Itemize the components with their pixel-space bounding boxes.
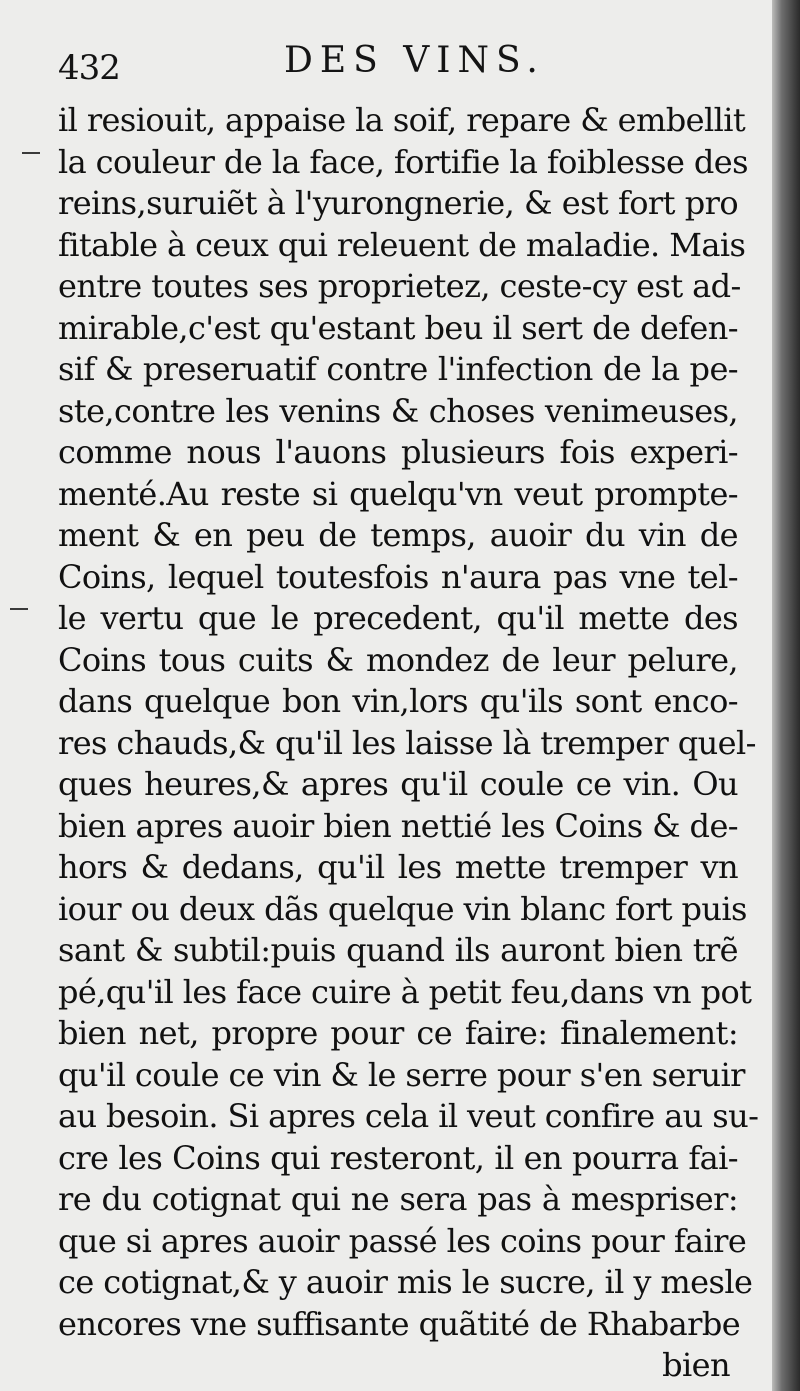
text-line: au besoin. Si apres cela il veut confire au su- xyxy=(58,1097,759,1135)
running-title: DES VINS. xyxy=(284,40,545,81)
text-line: re du cotignat qui ne sera pas à mespriser: xyxy=(58,1180,738,1218)
text-line: sif & preseruatif contre l'infection de la pe- xyxy=(58,350,738,388)
text-line: iour ou deux dãs quelque vin blanc fort puis xyxy=(58,889,747,928)
text-line: que si apres auoir passé les coins pour faire xyxy=(58,1221,747,1260)
text-line: fitable à ceux qui releuent de maladie. Mais xyxy=(58,225,746,264)
text-line: pé,qu'il les face cuire à petit feu,dans vn pot xyxy=(58,972,752,1011)
book-gutter xyxy=(772,0,800,1391)
text-line: menté.Au reste si quelqu'vn veut prompte- xyxy=(58,474,738,513)
text-line: sant & subtil:puis quand ils auront bien trẽ xyxy=(58,931,738,969)
text-line: mirable,c'est qu'estant beu il sert de defen- xyxy=(58,308,738,347)
margin-mark xyxy=(22,152,40,154)
text-line: bien apres auoir bien nettié les Coins & de- xyxy=(58,806,738,845)
running-head xyxy=(58,40,748,90)
text-line: hors & dedans, qu'il les mette tremper vn xyxy=(58,848,738,886)
text-line: le vertu que le precedent, qu'il mette des xyxy=(58,599,738,637)
text-line: reins,suruiẽt à l'yurongnerie, & est fort pro xyxy=(58,184,738,222)
text-line: Coins tous cuits & mondez de leur pelure, xyxy=(58,640,738,679)
text-line: la couleur de la face, fortifie la foiblesse des xyxy=(58,142,748,181)
catchword: bien xyxy=(662,1346,730,1384)
text-line: qu'il coule ce vin & le serre pour s'en seruir xyxy=(58,1055,745,1094)
text-line: entre toutes ses proprietez, ceste-cy est ad- xyxy=(58,267,741,305)
text-line: ce cotignat,& y auoir mis le sucre, il y mesle xyxy=(58,1263,753,1301)
text-line: comme nous l'auons plusieurs fois experi- xyxy=(58,433,738,471)
text-line: Coins, lequel toutesfois n'aura pas vne tel- xyxy=(58,557,738,596)
text-line: dans quelque bon vin,lors qu'ils sont enco- xyxy=(58,682,738,720)
text-line: cre les Coins qui resteront, il en pourra fai- xyxy=(58,1138,738,1177)
body-text xyxy=(58,100,759,1387)
page-number: 432 xyxy=(58,48,120,88)
text-line: ste,contre les venins & choses venimeuses, xyxy=(58,391,738,430)
text-line: ment & en peu de temps, auoir du vin de xyxy=(58,516,738,554)
text-line: bien net, propre pour ce faire: finalement: xyxy=(58,1014,738,1052)
text-line: il resiouit, appaise la soif, repare & embellit xyxy=(58,101,746,139)
text-line: ques heures,& apres qu'il coule ce vin. Ou xyxy=(58,765,738,803)
margin-mark xyxy=(10,608,28,610)
text-line: res chauds,& qu'il les laisse là tremper quel- xyxy=(58,723,756,762)
text-line: encores vne suffisante quãtité de Rhabarbe xyxy=(58,1304,741,1343)
